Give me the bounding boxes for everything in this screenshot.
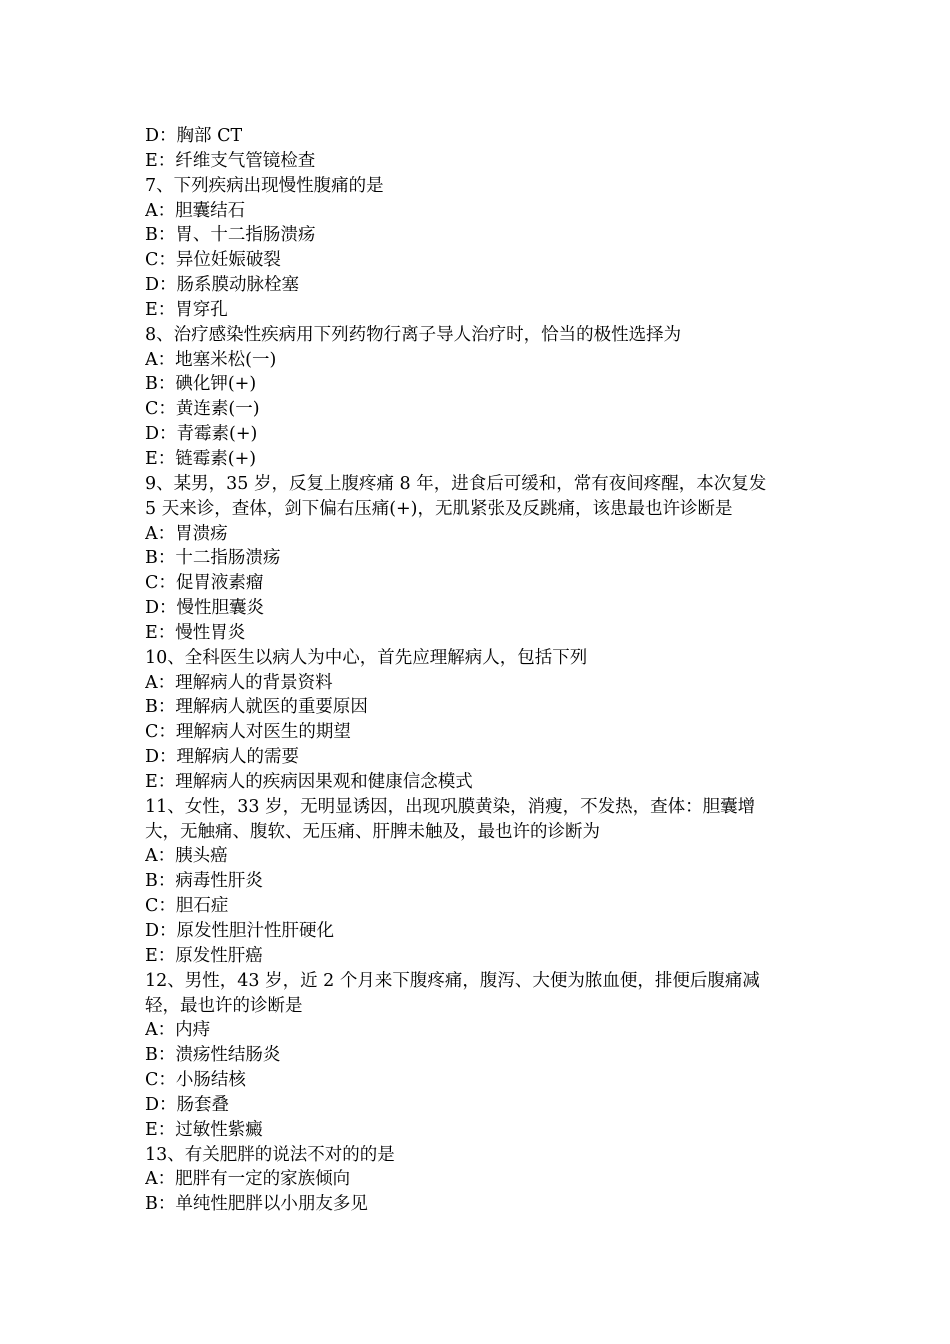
question-9: 9、某男，35 岁，反复上腹疼痛 8 年，进食后可缓和，常有夜间疼醒，本次复发	[145, 473, 767, 494]
option-d: D：胸部 CT	[145, 126, 243, 146]
document-body	[145, 124, 810, 1217]
question-12: 12、男性，43 岁，近 2 个月来下腹疼痛，腹泻、大便为脓血便，排便后腹痛减	[145, 970, 760, 991]
option-b: B：十二指肠溃疡	[145, 548, 281, 569]
option-d: D：肠系膜动脉栓塞	[145, 275, 300, 296]
option-a: A：地塞米松(一)	[145, 349, 277, 370]
option-c: C：黄连素(一)	[145, 399, 260, 420]
option-c: C：小肠结核	[145, 1070, 246, 1091]
option-d: D：青霉素(+)	[145, 424, 258, 445]
option-c: C：促胃液素瘤	[145, 573, 264, 594]
option-e: E：过敏性紫癜	[145, 1119, 263, 1140]
option-e: E：理解病人的疾病因果观和健康信念模式	[145, 771, 473, 792]
question-8: 8、治疗感染性疾病用下列药物行离子导人治疗时，恰当的极性选择为	[145, 324, 682, 345]
option-e: E：纤维支气管镜检查	[145, 150, 316, 171]
option-c: C：异位妊娠破裂	[145, 250, 281, 271]
option-a: A：胆囊结石	[145, 200, 246, 221]
option-a: A：胰头癌	[145, 846, 228, 867]
question-7: 7、下列疾病出现慢性腹痛的是	[145, 175, 384, 196]
option-e: E：链霉素(+)	[145, 448, 257, 469]
option-a: A：理解病人的背景资料	[145, 672, 333, 693]
question-10: 10、全科医生以病人为中心，首先应理解病人，包括下列	[145, 647, 588, 668]
option-a: A：肥胖有一定的家族倾向	[145, 1169, 351, 1190]
option-e: E：慢性胃炎	[145, 622, 246, 643]
option-b: B：病毒性肝炎	[145, 871, 263, 892]
option-d: D：原发性胆汁性肝硬化	[145, 921, 335, 941]
option-e: E：胃穿孔	[145, 299, 228, 320]
option-e: E：原发性肝癌	[145, 945, 263, 966]
option-c: C：理解病人对医生的期望	[145, 722, 351, 743]
question-13: 13、有关肥胖的说法不对的的是	[145, 1144, 395, 1165]
option-c: C：胆石症	[145, 896, 229, 917]
option-b: B：单纯性肥胖以小朋友多见	[145, 1194, 368, 1215]
option-b: B：碘化钾(+)	[145, 374, 257, 395]
question-11: 11、女性，33 岁，无明显诱因，出现巩膜黄染，消瘦，不发热，查体：胆囊增	[145, 796, 756, 817]
option-b: B：溃疡性结肠炎	[145, 1045, 281, 1066]
question-11-continued: 大，无触痛、腹软、无压痛、肝脾未触及，最也许的诊断为	[145, 821, 600, 842]
option-b: B：理解病人就医的重要原因	[145, 697, 368, 718]
option-a: A：内痔	[145, 1020, 211, 1041]
option-d: D：慢性胆囊炎	[145, 598, 265, 619]
option-d: D：肠套叠	[145, 1094, 230, 1115]
question-9-continued: 5 天来诊，查体，剑下偏右压痛(+)，无肌紧张及反跳痛，该患最也许诊断是	[145, 498, 733, 519]
option-d: D：理解病人的需要	[145, 747, 300, 768]
option-b: B：胃、十二指肠溃疡	[145, 225, 316, 246]
option-a: A：胃溃疡	[145, 523, 228, 544]
question-12-continued: 轻，最也许的诊断是	[145, 995, 303, 1016]
